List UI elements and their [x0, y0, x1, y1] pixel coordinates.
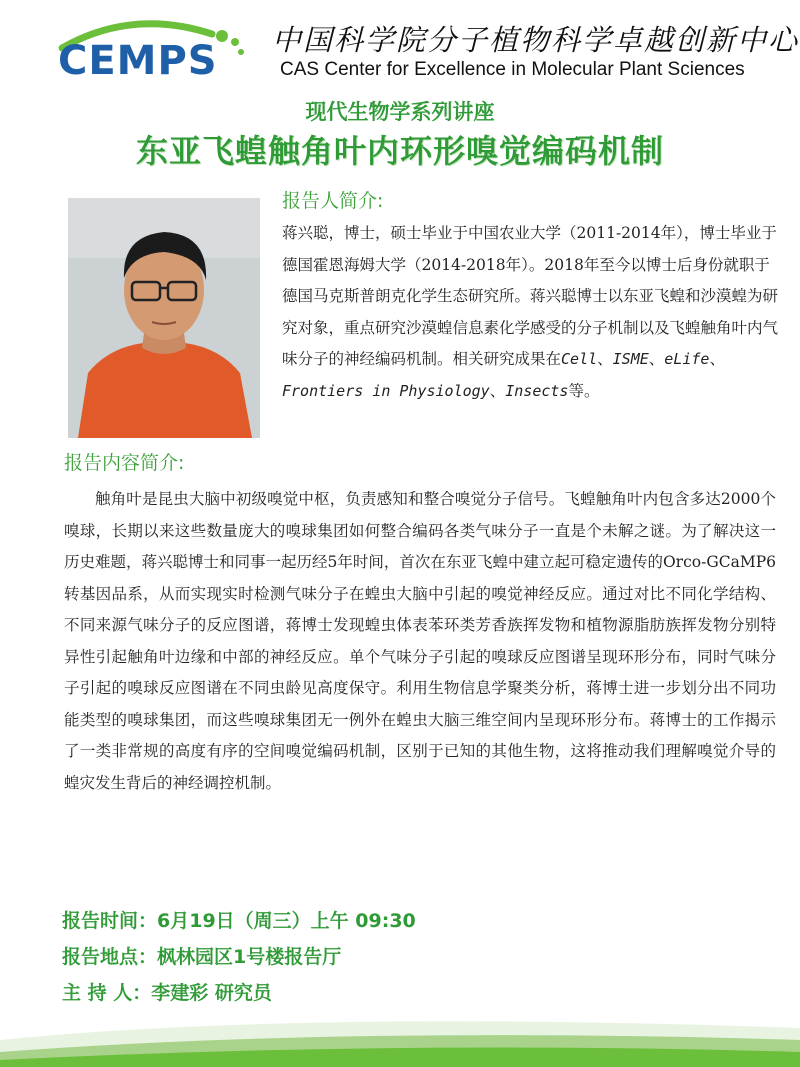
abstract-heading: 报告内容简介: — [64, 452, 185, 474]
speaker-bio-text — [282, 218, 782, 407]
journal-name: Cell — [561, 350, 598, 368]
journal-name: Frontiers in Physiology — [282, 381, 490, 400]
speaker-photo — [68, 198, 260, 438]
lecture-series-title: 现代生物学系列讲座 — [305, 100, 495, 124]
journal-name: Insects — [505, 381, 569, 400]
event-time: 报告时间：6月19日（周三）上午 09:30 — [62, 910, 416, 932]
event-place: 报告地点：枫林园区1号楼报告厅 — [62, 946, 342, 968]
journal-name: ISME — [612, 350, 649, 368]
journal-separator: 、 — [597, 350, 613, 368]
institution-name-cn: 中国科学院分子植物科学卓越创新中心 — [272, 23, 800, 57]
bio-text-main: 蒋兴聪，博士，硕士毕业于中国农业大学（2011-2014年），博士毕业于德国霍恩海姆大学（2014-2018年）。2018年至今以博士后身份就职于德国马克斯普朗克化学生态研究所。蒋兴聪博士以东亚飞蝗和沙漠蝗为研究对象，重点研究沙漠蝗信息素化学感受的分子机制以及飞蝗触角叶内气味分子的神经编码机制。相关研究成果在 — [282, 224, 779, 368]
institution-name-en: CAS Center for Excellence in Molecular Plant Sciences — [280, 59, 745, 80]
speaker-bio-heading: 报告人简介: — [282, 190, 384, 212]
footer-swoosh — [0, 1000, 800, 1067]
bio-text-end: 等。 — [568, 381, 600, 400]
abstract-text: 触角叶是昆虫大脑中初级嗅觉中枢，负责感知和整合嗅觉分子信号。飞蝗触角叶内包含多达2000个嗅球，长期以来这些数量庞大的嗅球集团如何整合编码各类气味分子一直是个未解之谜。为了解决这一历史难题，蒋兴聪博士和同事一起历经5年时间，首次在东亚飞蝗中建立起可稳定遗传的Orco-GCaMP6转基因品系，从而实现实时检测气味分子在蝗虫大脑中引起的嗅觉神经反应。通过对比不同化学结构、不同来源气味分子的反应图谱，蒋博士发现蝗虫体表苯环类芳香族挥发物和植物源脂肪族挥发物分别特异性引起触角叶边缘和中部的神经反应。单个气味分子引起的嗅球反应图谱呈现环形分布，同时气味分子引起的嗅球反应图谱在不同虫龄见高度保守。利用生物信息学聚类分析，蒋博士进一步划分出不同功能类型的嗅球集团，而这些嗅球集团无一例外在蝗虫大脑三维空间内呈现环形分布。蒋博士的工作揭示了一类非常规的高度有序的空间嗅觉编码机制，区别于已知的其他生物，这将推动我们理解嗅觉介导的蝗灾发生背后的神经调控机制。 — [64, 490, 776, 792]
journal-separator: 、 — [489, 381, 506, 400]
event-host: 主 持 人：李建彩 研究员 — [62, 982, 272, 1004]
talk-title: 东亚飞蝗触角叶内环形嗅觉编码机制 — [135, 132, 664, 170]
journal-name: eLife — [664, 350, 710, 368]
journal-separator: 、 — [709, 350, 725, 368]
logo-wordmark: CEMPS — [58, 38, 218, 84]
journal-separator: 、 — [648, 350, 665, 368]
